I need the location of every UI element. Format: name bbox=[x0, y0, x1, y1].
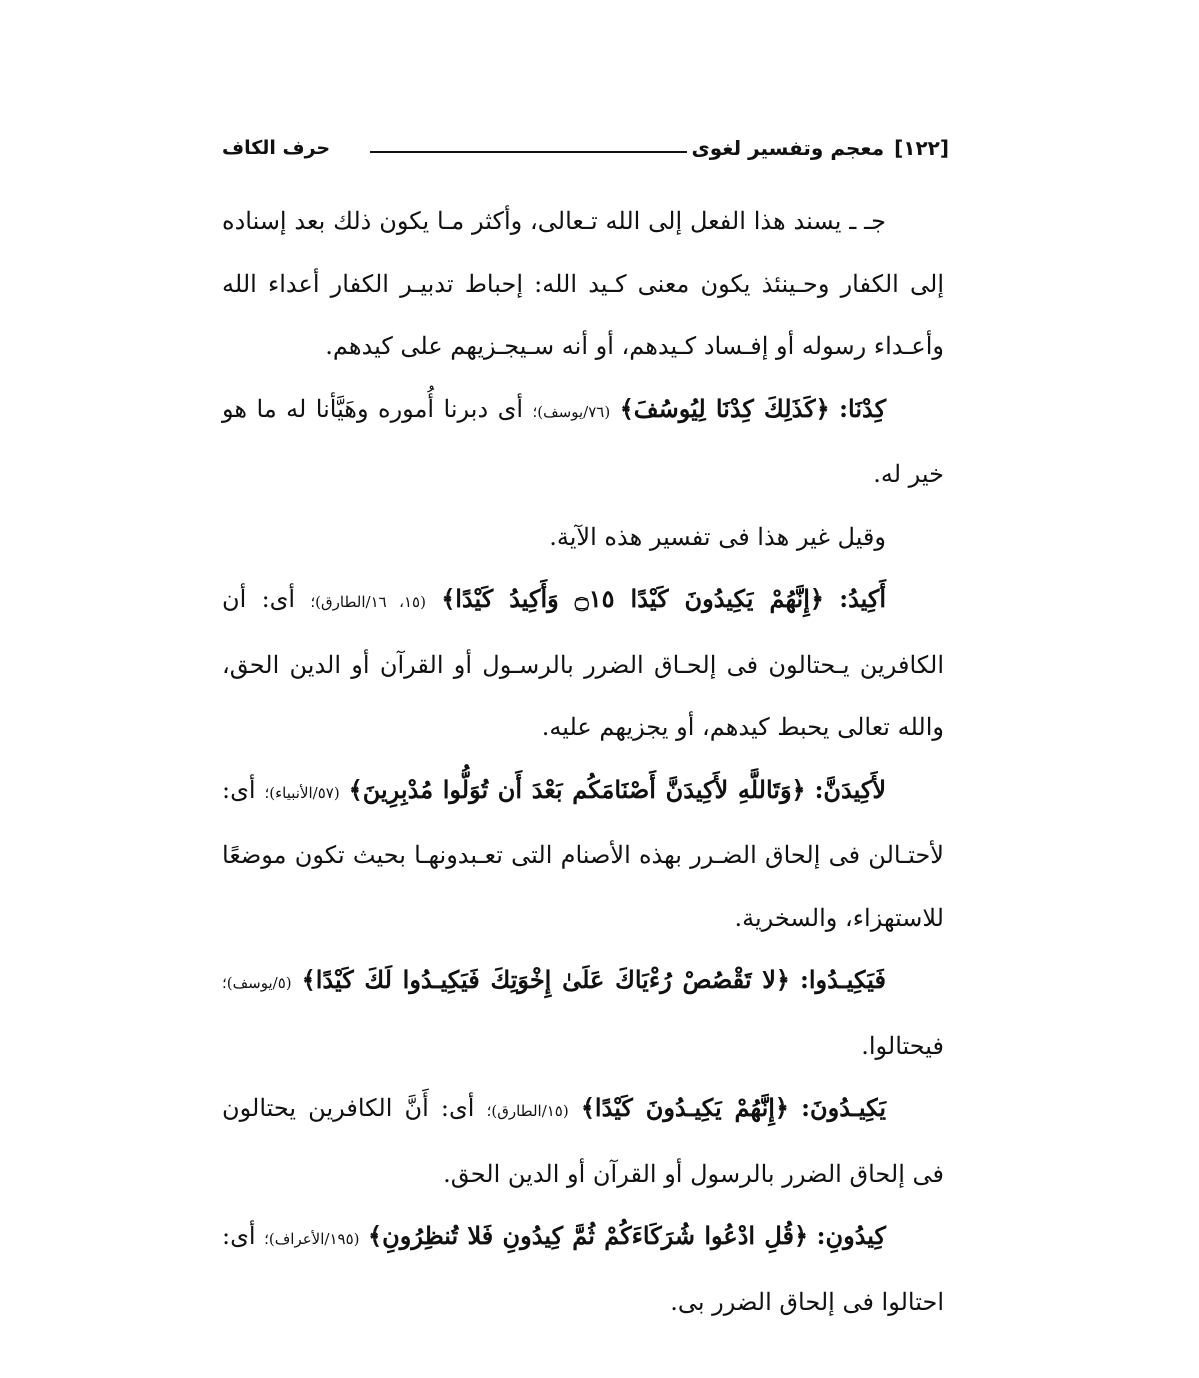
entry-headword: لأَكِيدَنَّ: bbox=[814, 774, 886, 804]
running-header bbox=[222, 130, 949, 166]
paragraph bbox=[222, 506, 944, 569]
entry bbox=[222, 759, 944, 950]
book-title: معجم وتفسير لغوى bbox=[691, 136, 885, 160]
entry bbox=[222, 1205, 944, 1333]
paragraph-text: وقيل غير هذا فى تفسير هذه الآية. bbox=[549, 522, 886, 551]
verse-reference: (١٥/الطارق)؛ bbox=[486, 1102, 569, 1120]
entry-headword: يَكِيـدُونَ: bbox=[801, 1093, 887, 1122]
quran-verse: ﴿لا تَقْصُصْ رُءْيَاكَ عَلَىٰ إِخْوَتِكَ فَيَكِيـدُوا لَكَ كَيْدًا﴾ bbox=[301, 965, 790, 994]
entry-text: أى: أن الكافرين يـحتالون فى إلحـاق الضرر بالرسـول أو القرآن أو الدين الحق، والله تعالى يحبط كيدهم، أو يجزيهم عليه. bbox=[222, 585, 944, 741]
page-number: [١٢٢] bbox=[894, 136, 949, 160]
entry bbox=[222, 378, 944, 506]
verse-reference: (١٩٥/الأعراف)؛ bbox=[264, 1230, 360, 1248]
header-rule bbox=[370, 151, 687, 153]
entry bbox=[222, 949, 944, 1077]
quran-verse: ﴿إِنَّهُمْ يَكِيدُونَ كَيْدًا ۝١٥ وَأَكِيدُ كَيْدًا﴾ bbox=[441, 584, 824, 613]
section-title: حرف الكاف bbox=[222, 137, 331, 159]
paragraph bbox=[222, 190, 944, 378]
entry bbox=[222, 568, 944, 759]
paragraph-text: جـ ـ يسند هذا الفعل إلى الله تـعالى، وأكثر مـا يكون ذلك بعد إسناده إلى الكفار وحـينئذ يكون معنى كـيد الله: إحباط تدبيـر الكفار أعداء الله وأعـداء رسوله أو إفـساد كـيدهم، أو أنه سـيجـزيهم على كيدهم. bbox=[222, 207, 945, 360]
entry-text: أى: أَنَّ الكافرين يحتالون فى إلحاق الضرر بالرسول أو القرآن أو الدين الحق. bbox=[222, 1094, 944, 1188]
page-body bbox=[222, 190, 944, 1333]
entry-text: أى: لأحتـالن فى إلحاق الضـرر بهذه الأصنام التى تعـبدونهـا بحيث تكون موضعًا للاستهزاء، والسخرية. bbox=[222, 775, 944, 932]
entry-text: فيحتالوا. bbox=[861, 1031, 944, 1060]
entry-headword: كِدْنَا: bbox=[839, 393, 887, 423]
quran-verse: ﴿وَتَاللَّهِ لأَكِيدَنَّ أَصْنَامَكُم بَعْدَ أَن تُوَلُّوا مُدْبِرِينَ﴾ bbox=[348, 774, 806, 804]
quran-verse: ﴿إِنَّهُمْ يَكِيـدُونَ كَيْدًا﴾ bbox=[580, 1093, 789, 1122]
verse-reference: (١٥، ١٦/الطارق)؛ bbox=[310, 593, 426, 611]
entry-headword: كِيدُونِ: bbox=[816, 1221, 886, 1250]
entry bbox=[222, 1077, 944, 1205]
quran-verse: ﴿كَذَلِكَ كِدْنَا لِيُوسُفَ﴾ bbox=[619, 393, 830, 423]
quran-verse: ﴿قُلِ ادْعُوا شُرَكَاءَكُمْ ثُمَّ كِيدُونِ فَلا تُنظِرُونِ﴾ bbox=[368, 1221, 809, 1250]
verse-reference: (٥٧/الأنبياء)؛ bbox=[264, 783, 340, 802]
entry-headword: فَيَكِيـدُوا: bbox=[800, 965, 886, 994]
verse-reference: (٥/يوسف)؛ bbox=[222, 974, 292, 992]
entry-text: أى: احتالوا فى إلحاق الضرر بى. bbox=[222, 1222, 944, 1316]
entry-text: أى دبرنا أُموره وهَيَّأنا له ما هو خير له. bbox=[222, 394, 944, 488]
entry-headword: أَكِيدُ: bbox=[839, 584, 886, 613]
verse-reference: (٧٦/يوسف)؛ bbox=[532, 402, 611, 421]
